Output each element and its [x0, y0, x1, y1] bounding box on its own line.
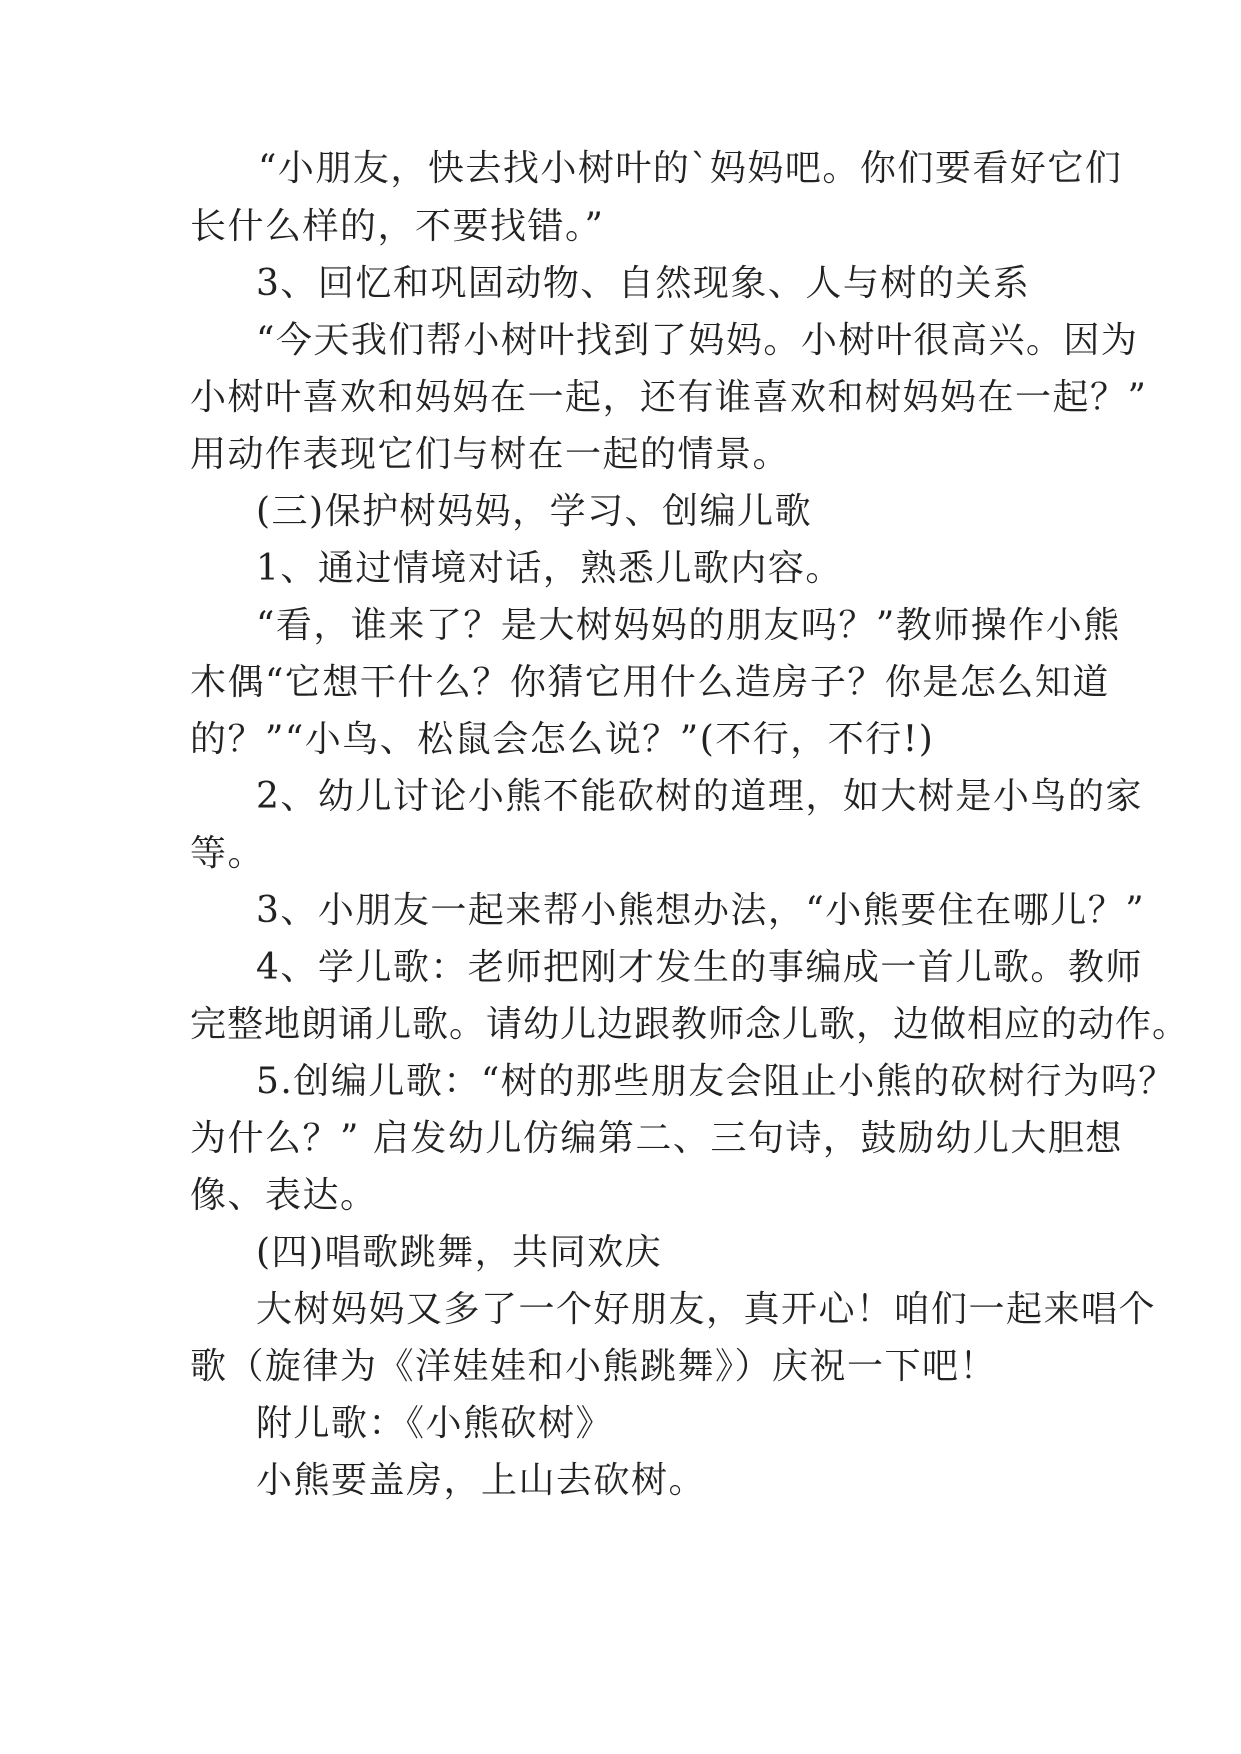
paragraph-line: 3、小朋友一起来帮小熊想办法，“小熊要住在哪儿？” [256, 890, 1146, 931]
paragraph-line: 3、回忆和巩固动物、自然现象、人与树的关系 [256, 263, 1031, 304]
paragraph-line: 歌（旋律为《洋娃娃和小熊跳舞》）庆祝一下吧！ [190, 1346, 998, 1387]
paragraph-line: 像、表达。 [190, 1175, 378, 1216]
section-heading: (四)唱歌跳舞，共同欢庆 [256, 1232, 663, 1273]
paragraph-line: 用动作表现它们与树在一起的情景。 [190, 434, 791, 475]
paragraph-line: 小熊要盖房，上山去砍树。 [256, 1460, 707, 1501]
paragraph-line: “小朋友，快去找小树叶的`妈妈吧。你们要看好它们 [258, 148, 1123, 189]
paragraph-line: 附儿歌：《小熊砍树》 [256, 1403, 614, 1444]
paragraph-line: 1、通过情境对话，熟悉儿歌内容。 [256, 548, 843, 589]
paragraph-line: “看，谁来了？是大树妈妈的朋友吗？”教师操作小熊 [256, 605, 1121, 646]
paragraph-line: 的？”“小鸟、松鼠会怎么说？”(不行，不行!) [190, 719, 935, 760]
paragraph-line: 4、学儿歌：老师把刚才发生的事编成一首儿歌。教师 [256, 947, 1143, 988]
paragraph-line: 2、幼儿讨论小熊不能砍树的道理，如大树是小鸟的家 [256, 776, 1143, 817]
paragraph-line: 长什么样的，不要找错。” [190, 206, 605, 247]
section-heading: (三)保护树妈妈，学习、创编儿歌 [256, 491, 813, 532]
paragraph-line: 完整地朗诵儿歌。请幼儿边跟教师念儿歌，边做相应的动作。 [190, 1004, 1190, 1045]
paragraph-line: 5.创编儿歌：“树的那些朋友会阻止小熊的砍树行为吗？ [256, 1061, 1176, 1102]
paragraph-line: 等。 [190, 833, 266, 874]
paragraph-line: 为什么？” 启发幼儿仿编第二、三句诗，鼓励幼儿大胆想 [190, 1118, 1123, 1159]
paragraph-line: 大树妈妈又多了一个好朋友，真开心！咱们一起来唱个 [256, 1289, 1157, 1330]
paragraph-line: 小树叶喜欢和妈妈在一起，还有谁喜欢和树妈妈在一起？” [190, 377, 1148, 418]
paragraph-line: 木偶“它想干什么？你猜它用什么造房子？你是怎么知道 [190, 662, 1110, 703]
paragraph-line: “今天我们帮小树叶找到了妈妈。小树叶很高兴。因为 [256, 320, 1139, 361]
